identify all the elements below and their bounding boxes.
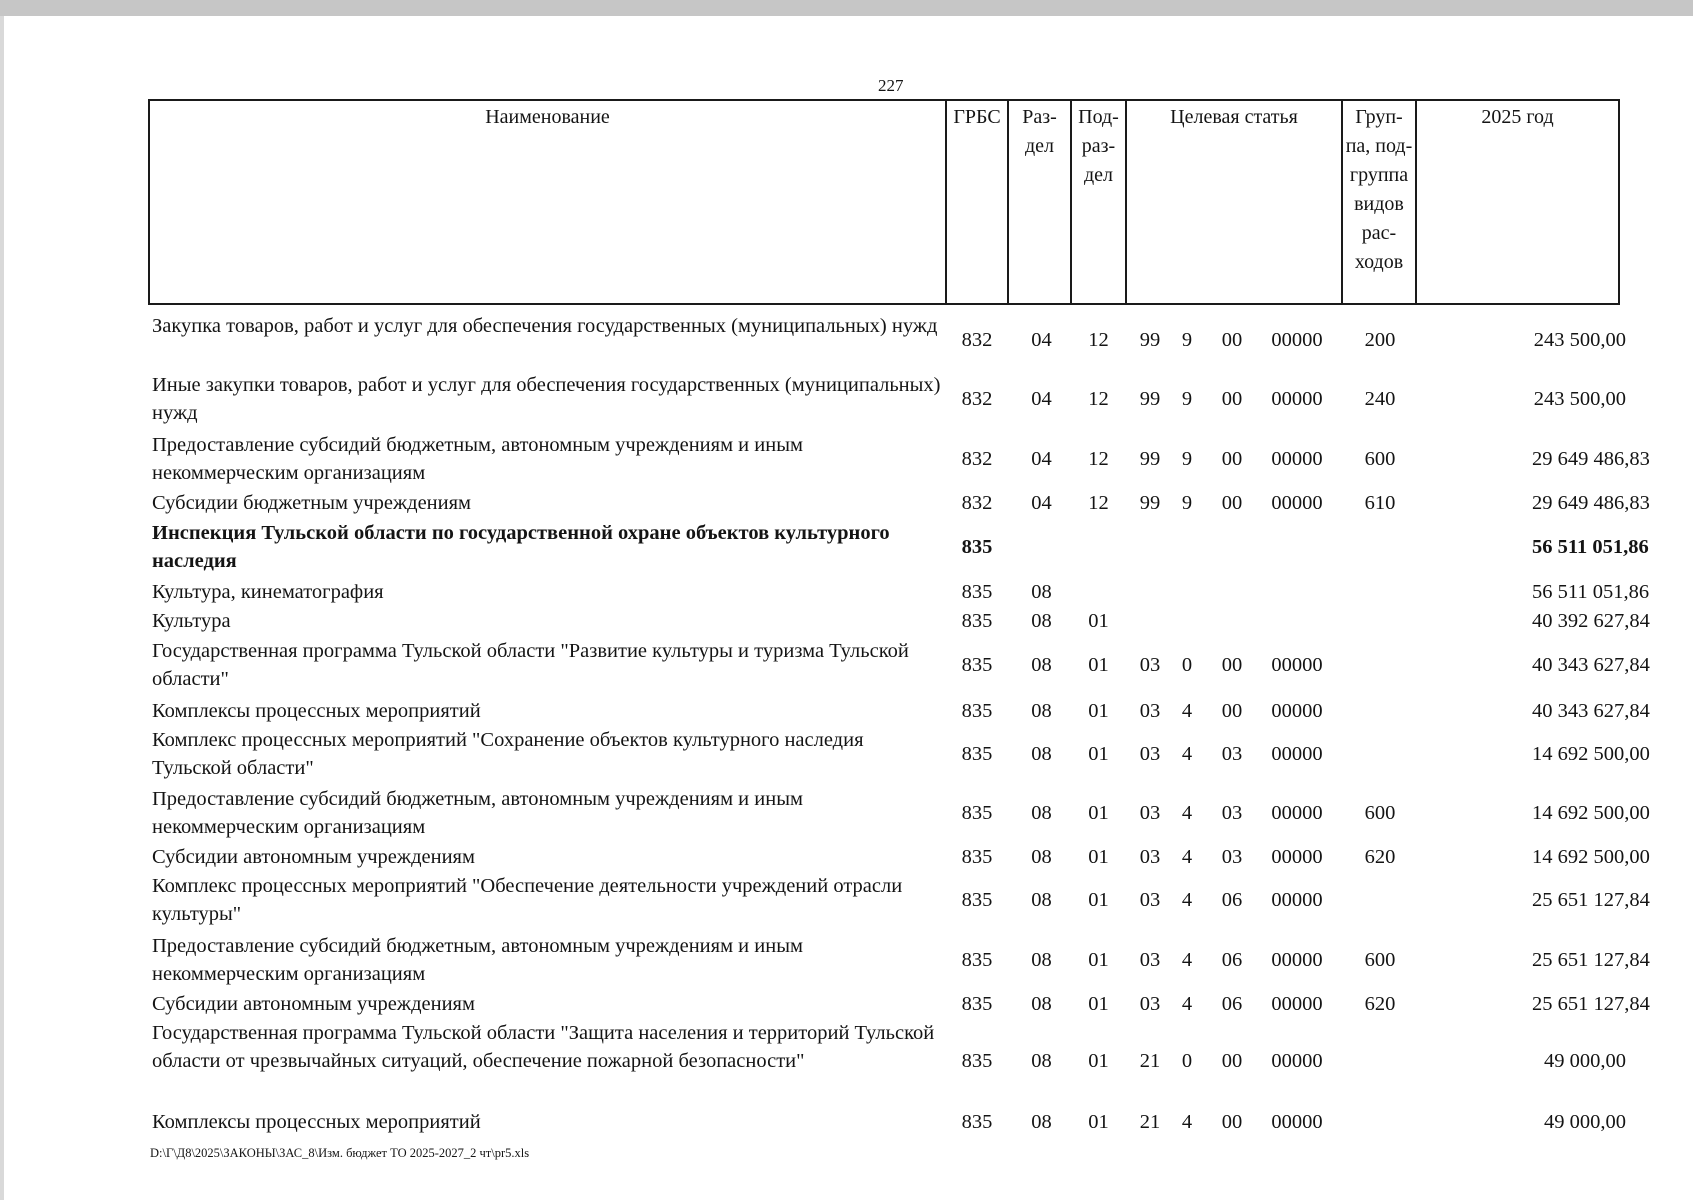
page-number: 227: [878, 76, 904, 95]
cell-grbs: 835: [961, 949, 993, 971]
table-row: [152, 371, 1626, 427]
table-row: [152, 519, 1649, 575]
cell-t1: 03: [1139, 700, 1161, 722]
cell-rz: 04: [1031, 492, 1052, 514]
row-name: Субсидии бюджетным учреждениям: [152, 492, 472, 514]
cell-t3: 06: [1221, 949, 1243, 971]
cell-t2: 4: [1181, 700, 1193, 722]
cell-t3: 06: [1221, 993, 1243, 1015]
cell-pr: 12: [1088, 448, 1109, 470]
cell-t1: 99: [1139, 329, 1161, 351]
cell-t2: 4: [1181, 889, 1193, 911]
table-row: [152, 637, 1650, 693]
cell-grbs: 832: [961, 329, 993, 351]
cell-grbs: 832: [961, 388, 993, 410]
row-name: Субсидии автономным учреждениям: [152, 993, 475, 1015]
cell-t2: 4: [1181, 949, 1193, 971]
row-name: Комплекс процессных мероприятий "Сохранение объектов культурного наследия Тульской области": [152, 729, 864, 779]
cell-t1: 21: [1139, 1050, 1161, 1072]
cell-t4: 00000: [1271, 700, 1323, 722]
cell-t3: 00: [1221, 448, 1243, 470]
row-name: Культура: [152, 610, 231, 632]
cell-t1: 99: [1139, 388, 1161, 410]
cell-amount: 25 651 127,84: [1532, 889, 1650, 911]
cell-amount: 25 651 127,84: [1532, 993, 1650, 1015]
cell-pr: 01: [1088, 802, 1109, 824]
row-name: Культура, кинематография: [152, 581, 384, 603]
cell-t2: 4: [1181, 1111, 1193, 1133]
cell-amount: 14 692 500,00: [1532, 802, 1650, 824]
cell-t4: 00000: [1271, 993, 1323, 1015]
cell-pr: 01: [1088, 654, 1109, 676]
cell-grbs: 835: [961, 846, 993, 868]
cell-grbs: 832: [961, 492, 993, 514]
cell-pr: 12: [1088, 388, 1109, 410]
cell-t2: 4: [1181, 846, 1193, 868]
header-name: Наименование: [485, 106, 610, 128]
cell-amount: 49 000,00: [1544, 1111, 1626, 1133]
cell-grbs: 835: [961, 700, 993, 722]
row-name: Закупка товаров, работ и услуг для обеспечения государственных (муниципальных) нужд: [152, 315, 938, 337]
header-group: Груп- па, под- группа видов рас- ходов: [1341, 101, 1415, 303]
cell-t2: 9: [1181, 329, 1193, 351]
cell-rz: 08: [1031, 743, 1052, 765]
cell-rz: 08: [1031, 654, 1052, 676]
cell-grbs: 835: [961, 889, 993, 911]
cell-t1: 03: [1139, 846, 1161, 868]
cell-t1: 99: [1139, 492, 1161, 514]
cell-t3: 00: [1221, 1111, 1243, 1133]
cell-t4: 00000: [1271, 654, 1323, 676]
cell-grbs: 835: [961, 654, 993, 676]
cell-amount: 29 649 486,83: [1532, 492, 1650, 514]
cell-pr: 01: [1088, 993, 1109, 1015]
row-name: Государственная программа Тульской области "Развитие культуры и туризма Тульской области": [152, 640, 909, 690]
header-year: 2025 год: [1415, 101, 1618, 303]
row-name: Комплексы процессных мероприятий: [152, 700, 481, 722]
cell-t3: 03: [1221, 846, 1243, 868]
cell-vr: 200: [1364, 329, 1396, 351]
cell-t4: 00000: [1271, 448, 1323, 470]
cell-pr: 01: [1088, 949, 1109, 971]
cell-grbs: 835: [961, 536, 993, 558]
cell-t3: 00: [1221, 700, 1243, 722]
cell-pr: 01: [1088, 610, 1109, 632]
table-row: [152, 932, 1650, 988]
cell-grbs: 835: [961, 1111, 993, 1133]
row-name: Комплексы процессных мероприятий: [152, 1111, 481, 1133]
row-name: Предоставление субсидий бюджетным, автономным учреждениям и иным некоммерческим организациям: [152, 788, 803, 838]
cell-amount: 49 000,00: [1544, 1050, 1626, 1072]
table-row: [152, 578, 1650, 606]
cell-pr: 01: [1088, 889, 1109, 911]
cell-t3: 00: [1221, 654, 1243, 676]
cell-rz: 08: [1031, 802, 1052, 824]
table-row: [152, 843, 1650, 871]
header-target: Целевая статья: [1125, 101, 1341, 303]
cell-rz: 08: [1031, 889, 1052, 911]
cell-t4: 00000: [1271, 329, 1323, 351]
cell-rz: 04: [1031, 448, 1052, 470]
cell-vr: 600: [1364, 949, 1396, 971]
cell-t3: 03: [1221, 802, 1243, 824]
cell-rz: 04: [1031, 388, 1052, 410]
cell-grbs: 835: [961, 802, 993, 824]
cell-t2: 9: [1181, 448, 1193, 470]
cell-t4: 00000: [1271, 1111, 1323, 1133]
cell-amount: 14 692 500,00: [1532, 743, 1650, 765]
header-grbs: ГРБС: [945, 101, 1007, 303]
row-name: Инспекция Тульской области по государственной охране объектов культурного наследия: [152, 522, 890, 572]
cell-t3: 06: [1221, 889, 1243, 911]
cell-t1: 03: [1139, 949, 1161, 971]
cell-t2: 4: [1181, 993, 1193, 1015]
table-row: [152, 785, 1650, 841]
cell-t4: 00000: [1271, 1050, 1323, 1072]
table-row: [152, 1108, 1626, 1136]
cell-rz: 08: [1031, 993, 1052, 1015]
cell-amount: 243 500,00: [1533, 388, 1626, 410]
cell-pr: 12: [1088, 329, 1109, 351]
cell-grbs: 835: [961, 743, 993, 765]
cell-amount: 56 511 051,86: [1532, 581, 1650, 603]
cell-amount: 40 392 627,84: [1532, 610, 1650, 632]
row-name: Субсидии автономным учреждениям: [152, 846, 475, 868]
cell-vr: 240: [1364, 388, 1396, 410]
table-row: [152, 872, 1650, 928]
cell-rz: 08: [1031, 846, 1052, 868]
table-header: [148, 99, 1620, 305]
cell-grbs: 835: [961, 581, 993, 603]
cell-t1: 03: [1139, 654, 1161, 676]
cell-grbs: 832: [961, 448, 993, 470]
cell-rz: 08: [1031, 610, 1052, 632]
cell-amount: 243 500,00: [1533, 329, 1626, 351]
table-row: [152, 431, 1650, 487]
table-row: [152, 990, 1650, 1018]
table-row: [152, 489, 1650, 517]
cell-pr: 01: [1088, 1050, 1109, 1072]
cell-rz: 08: [1031, 949, 1052, 971]
table-row: [152, 726, 1650, 782]
footer-file-path: D:\Г\Д8\2025\ЗАКОНЫ\ЗАС_8\Изм. бюджет ТО 2025-2027_2 чт\pr5.xls: [150, 1146, 530, 1160]
cell-t3: 03: [1221, 743, 1243, 765]
cell-t2: 0: [1181, 654, 1193, 676]
cell-grbs: 835: [961, 1050, 993, 1072]
scan-border-top: [0, 0, 1693, 16]
header-podrazdel: Под- раз- дел: [1070, 101, 1125, 303]
cell-amount: 14 692 500,00: [1532, 846, 1650, 868]
cell-pr: 01: [1088, 1111, 1109, 1133]
cell-t4: 00000: [1271, 846, 1323, 868]
cell-t4: 00000: [1271, 743, 1323, 765]
cell-pr: 01: [1088, 846, 1109, 868]
table-row: [152, 312, 1626, 368]
cell-amount: 56 511 051,86: [1532, 536, 1649, 558]
row-name: Иные закупки товаров, работ и услуг для обеспечения государственных (муниципальных) нужд: [152, 374, 941, 424]
cell-t1: 99: [1139, 448, 1161, 470]
table-row: [152, 607, 1650, 635]
cell-grbs: 835: [961, 993, 993, 1015]
row-name: Государственная программа Тульской области "Защита населения и территорий Тульской области от чрезвычайных ситуаций, обеспечение пожарной безопасности": [152, 1022, 935, 1072]
cell-rz: 08: [1031, 581, 1052, 603]
cell-amount: 40 343 627,84: [1532, 654, 1650, 676]
cell-rz: 04: [1031, 329, 1052, 351]
cell-t1: 03: [1139, 802, 1161, 824]
cell-pr: 01: [1088, 743, 1109, 765]
cell-t4: 00000: [1271, 949, 1323, 971]
cell-pr: 01: [1088, 700, 1109, 722]
cell-t3: 00: [1221, 388, 1243, 410]
cell-t2: 4: [1181, 743, 1193, 765]
cell-rz: 08: [1031, 700, 1052, 722]
cell-t1: 03: [1139, 889, 1161, 911]
cell-t2: 9: [1181, 492, 1193, 514]
cell-t1: 03: [1139, 743, 1161, 765]
cell-t4: 00000: [1271, 492, 1323, 514]
cell-vr: 620: [1364, 846, 1396, 868]
cell-rz: 08: [1031, 1050, 1052, 1072]
cell-t3: 00: [1221, 492, 1243, 514]
cell-vr: 600: [1364, 802, 1396, 824]
cell-amount: 40 343 627,84: [1532, 700, 1650, 722]
cell-grbs: 835: [961, 610, 993, 632]
cell-t3: 00: [1221, 329, 1243, 351]
cell-vr: 610: [1364, 492, 1396, 514]
scan-border-left: [0, 16, 4, 1200]
cell-t1: 03: [1139, 993, 1161, 1015]
cell-t4: 00000: [1271, 388, 1323, 410]
cell-t4: 00000: [1271, 802, 1323, 824]
table-row: [152, 697, 1650, 725]
cell-t2: 4: [1181, 802, 1193, 824]
row-name: Предоставление субсидий бюджетным, автономным учреждениям и иным некоммерческим организациям: [152, 434, 803, 484]
cell-t1: 21: [1139, 1111, 1161, 1133]
cell-t4: 00000: [1271, 889, 1323, 911]
row-name: Комплекс процессных мероприятий "Обеспечение деятельности учреждений отрасли культуры": [152, 875, 903, 925]
cell-rz: 08: [1031, 1111, 1052, 1133]
header-razdel: Раз- дел: [1007, 101, 1070, 303]
cell-vr: 600: [1364, 448, 1396, 470]
cell-amount: 29 649 486,83: [1532, 448, 1650, 470]
cell-t2: 9: [1181, 388, 1193, 410]
row-name: Предоставление субсидий бюджетным, автономным учреждениям и иным некоммерческим организациям: [152, 935, 803, 985]
cell-amount: 25 651 127,84: [1532, 949, 1650, 971]
cell-t2: 0: [1181, 1050, 1193, 1072]
cell-vr: 620: [1364, 993, 1396, 1015]
table-row: [152, 1019, 1626, 1103]
cell-pr: 12: [1088, 492, 1109, 514]
cell-t3: 00: [1221, 1050, 1243, 1072]
